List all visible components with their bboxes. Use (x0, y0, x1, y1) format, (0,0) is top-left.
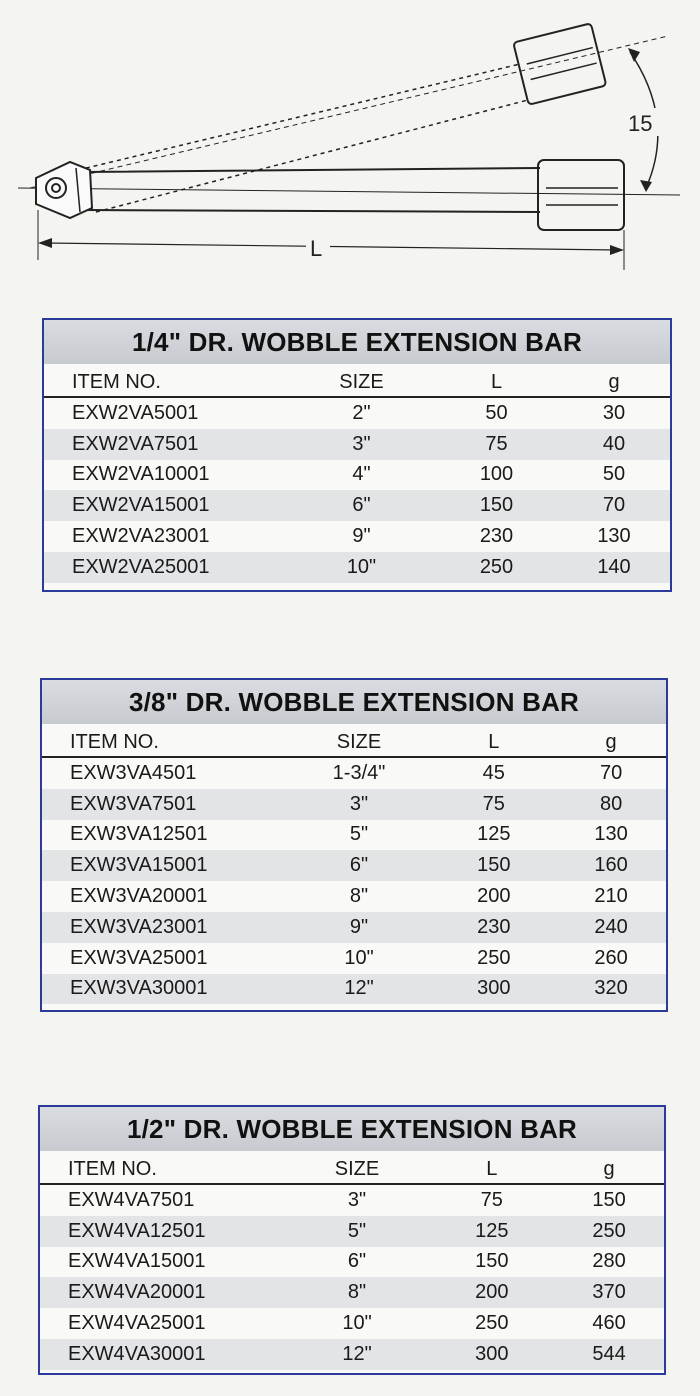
cell-weight: 40 (602, 432, 626, 455)
cell-weight: 320 (594, 977, 628, 1000)
table-title: 1/4" DR. WOBBLE EXTENSION BAR (44, 320, 670, 364)
cell-weight: 130 (597, 525, 631, 548)
table-row (42, 850, 666, 881)
table-row (44, 398, 670, 429)
header-size: SIZE (336, 731, 382, 753)
extension-bar-drawing (0, 0, 700, 300)
cell-item-no: EXW2VA10001 (72, 463, 210, 486)
table-body (44, 398, 670, 583)
cell-size: 8" (347, 1281, 367, 1304)
table-row (42, 758, 666, 789)
table-row (44, 521, 670, 552)
table-row (42, 974, 666, 1005)
cell-length: 200 (475, 1281, 509, 1304)
cell-size: 4" (352, 463, 371, 486)
cell-length: 300 (475, 1342, 509, 1365)
cell-length: 230 (479, 525, 514, 548)
cell-item-no: EXW2VA23001 (72, 525, 210, 548)
cell-weight: 280 (592, 1250, 626, 1273)
cell-size: 6" (352, 494, 371, 517)
header-size: SIZE (334, 1158, 380, 1180)
cell-length: 125 (477, 823, 511, 846)
cell-size: 10" (342, 1312, 372, 1335)
cell-item-no: EXW3VA12501 (70, 823, 208, 846)
cell-length: 75 (480, 1188, 503, 1211)
cell-size: 12" (344, 977, 374, 1000)
cell-size: 3" (349, 792, 369, 815)
tilted-axis-line (30, 36, 668, 188)
cell-length: 45 (482, 761, 505, 784)
table-title: 1/2" DR. WOBBLE EXTENSION BAR (40, 1107, 664, 1151)
ball-drive-head (36, 162, 92, 218)
cell-length: 150 (477, 854, 511, 877)
cell-size: 10" (346, 555, 377, 578)
cell-weight: 70 (602, 494, 626, 517)
cell-weight: 30 (602, 401, 626, 424)
spec-table-quarter-inch (42, 318, 672, 592)
cell-weight: 130 (594, 823, 628, 846)
table-row (44, 490, 670, 521)
cell-weight: 544 (592, 1342, 626, 1365)
table-column-headers (40, 1151, 664, 1185)
cell-item-no: EXW3VA30001 (70, 977, 208, 1000)
main-bar-shaft (84, 168, 540, 212)
cell-item-no: EXW3VA23001 (70, 915, 208, 938)
cell-length: 250 (475, 1312, 509, 1335)
table-row (40, 1339, 664, 1370)
table-column-headers (42, 724, 666, 758)
table-row (42, 789, 666, 820)
cell-length: 150 (479, 494, 514, 517)
table-row (44, 552, 670, 583)
cell-weight: 70 (599, 761, 623, 784)
cell-weight: 210 (594, 885, 628, 908)
header-length: L (490, 371, 503, 393)
cell-size: 10" (344, 946, 374, 969)
cell-item-no: EXW3VA7501 (70, 792, 197, 815)
table-row (44, 429, 670, 460)
angle-label: 15 (628, 111, 653, 136)
cell-item-no: EXW4VA20001 (68, 1281, 206, 1304)
cell-size: 1-3/4" (332, 761, 386, 784)
tilted-socket-end (513, 23, 606, 104)
cell-length: 50 (485, 401, 508, 424)
table-row (40, 1216, 664, 1247)
cell-item-no: EXW4VA30001 (68, 1342, 206, 1365)
cell-weight: 370 (592, 1281, 626, 1304)
cell-length: 75 (485, 432, 508, 455)
cell-item-no: EXW2VA25001 (72, 555, 210, 578)
header-item-no: ITEM NO. (68, 1158, 157, 1180)
header-length: L (488, 731, 500, 753)
cell-item-no: EXW3VA20001 (70, 885, 208, 908)
cell-item-no: EXW2VA5001 (72, 401, 199, 424)
cell-weight: 250 (592, 1219, 626, 1242)
cell-length: 230 (477, 915, 511, 938)
cell-item-no: EXW2VA15001 (72, 494, 210, 517)
cell-length: 250 (479, 555, 514, 578)
cell-size: 2" (352, 401, 371, 424)
header-item-no: ITEM NO. (70, 731, 159, 753)
cell-length: 75 (482, 792, 505, 815)
cell-length: 250 (477, 946, 511, 969)
cell-weight: 460 (592, 1312, 626, 1335)
cell-item-no: EXW4VA12501 (68, 1219, 206, 1242)
table-body (42, 758, 666, 1004)
cell-weight: 80 (599, 792, 623, 815)
length-dimension-line (44, 243, 618, 250)
table-title: 3/8" DR. WOBBLE EXTENSION BAR (42, 680, 666, 724)
cell-item-no: EXW4VA7501 (68, 1188, 195, 1211)
cell-size: 6" (349, 854, 369, 877)
table-column-headers (44, 364, 670, 398)
cell-size: 5" (347, 1219, 367, 1242)
header-weight: g (605, 731, 617, 753)
extension-bar-diagram (0, 0, 700, 300)
length-label: L (310, 236, 323, 261)
table-body (40, 1185, 664, 1370)
table-row (44, 460, 670, 491)
cell-length: 125 (475, 1219, 509, 1242)
cell-weight: 160 (594, 854, 628, 877)
table-row (42, 881, 666, 912)
cell-size: 12" (342, 1342, 372, 1365)
cell-length: 100 (479, 463, 514, 486)
cell-size: 3" (347, 1188, 367, 1211)
cell-weight: 150 (592, 1188, 626, 1211)
cell-weight: 260 (594, 946, 628, 969)
spec-table-three-eighths-inch (40, 678, 668, 1012)
cell-size: 9" (349, 915, 369, 938)
cell-item-no: EXW3VA4501 (70, 761, 197, 784)
cell-size: 9" (352, 525, 371, 548)
table-row (42, 912, 666, 943)
cell-item-no: EXW2VA7501 (72, 432, 199, 455)
cell-size: 5" (349, 823, 369, 846)
cell-item-no: EXW4VA15001 (68, 1250, 206, 1273)
cell-length: 200 (477, 885, 511, 908)
cell-size: 8" (349, 885, 369, 908)
cell-size: 6" (347, 1250, 367, 1273)
center-axis-line (18, 188, 680, 195)
table-row (40, 1308, 664, 1339)
table-row (40, 1185, 664, 1216)
header-length: L (486, 1158, 498, 1180)
cell-item-no: EXW4VA25001 (68, 1312, 206, 1335)
cell-item-no: EXW3VA25001 (70, 946, 208, 969)
cell-weight: 50 (602, 463, 626, 486)
cell-length: 300 (477, 977, 511, 1000)
table-row (40, 1277, 664, 1308)
cell-length: 150 (475, 1250, 509, 1273)
header-weight: g (608, 371, 620, 393)
header-size: SIZE (339, 371, 384, 393)
cell-weight: 240 (594, 915, 628, 938)
cell-item-no: EXW3VA15001 (70, 854, 208, 877)
table-row (40, 1247, 664, 1278)
cell-size: 3" (352, 432, 371, 455)
header-weight: g (603, 1158, 615, 1180)
table-row (42, 820, 666, 851)
main-socket-end (538, 160, 624, 230)
spec-table-half-inch (38, 1105, 666, 1375)
header-item-no: ITEM NO. (72, 371, 161, 393)
cell-weight: 140 (597, 555, 631, 578)
table-row (42, 943, 666, 974)
